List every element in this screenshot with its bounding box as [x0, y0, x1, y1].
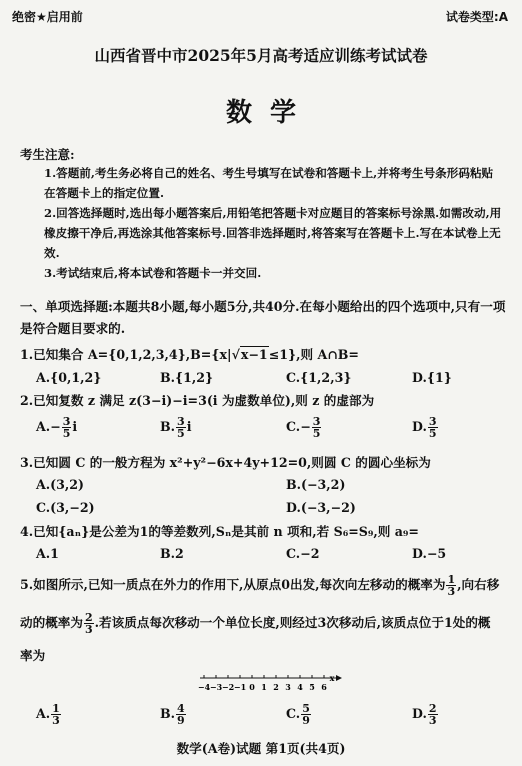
number-line-label: x	[329, 673, 335, 683]
q3-option-b: B.(−3,2)	[286, 477, 346, 492]
q5-option-b: B. $\frac{4}{9}$	[160, 702, 185, 727]
number-line-label: −3	[209, 682, 223, 692]
number-line-label: 1	[261, 682, 267, 692]
question-2-stem: 2.已知复数 z 满足 z(3−i)−i=3(i 为虚数单位),则 z 的虚部为	[20, 393, 375, 408]
q4-option-b: B.2	[160, 546, 184, 561]
subject-title: 数学	[225, 98, 314, 128]
q4-option-d: D.−5	[412, 546, 447, 561]
number-line-label: −1	[233, 682, 247, 692]
q1-option-a: A.{0,1,2}	[36, 370, 102, 385]
sqrt-symbol: √	[231, 347, 240, 362]
notice-item-3: 3.考试结束后,将本试卷和答题卡一并交回.	[44, 266, 262, 280]
q2-option-d: D. $\frac{3}{5}$	[412, 415, 437, 440]
question-5-line3: 率为	[20, 648, 46, 663]
number-line-arrow	[336, 675, 342, 681]
exam-title: 山西省晋中市2025年5月高考适应训练考试试卷	[94, 46, 428, 65]
notice-heading: 考生注意:	[20, 147, 75, 162]
paper-type-label: 试卷类型:A	[445, 10, 508, 24]
q5-option-c: C. $\frac{5}{9}$	[286, 702, 310, 727]
notice-item-2: 2.回答选择题时,选出每小题答案后,用铅笔把答题卡对应题目的答案标号涂黑.如需改动,用橡皮擦干净后,再选涂其他答案标号.回答非选择题时,将答案写在答题卡上.写在本试卷上无效.	[44, 206, 502, 260]
q1-option-b: B.{1,2}	[160, 370, 214, 385]
question-5-line2: 动的概率为 $\frac{2}{3}$ .若该质点每次移动一个单位长度,则经过3次移动后,该质点位于1处的概	[20, 611, 491, 636]
q3-option-d: D.(−3,−2)	[286, 500, 356, 515]
number-line-figure	[196, 670, 346, 698]
q5-option-a: A. $\frac{1}{3}$	[36, 702, 60, 727]
number-line-label: 5	[309, 682, 315, 692]
number-line-label: −4	[197, 682, 211, 692]
number-line-label: 6	[321, 682, 327, 692]
question-3-stem: 3.已知圆 C 的一般方程为 x²+y²−6x+4y+12=0,则圆 C 的圆心坐标为	[20, 455, 431, 470]
number-line-label: −2	[221, 682, 235, 692]
q1-stem-a: 1.已知集合 A={0,1,2,3,4},B={x|	[20, 347, 232, 362]
confidential-label: 绝密★启用前	[12, 10, 83, 24]
q5-option-d: D. $\frac{2}{3}$	[412, 702, 437, 727]
question-5-line1: 5.如图所示,已知一质点在外力的作用下,从原点0出发,每次向左移动的概率为 $\frac{1}{3}$ ,向右移	[20, 573, 500, 598]
q2-option-b: B. $\frac{3}{5}$ i	[160, 415, 192, 440]
q4-option-c: C.−2	[286, 546, 320, 561]
q2-option-a: A.− $\frac{3}{5}$ i	[36, 415, 78, 440]
q2-option-c: C.− $\frac{3}{5}$	[286, 415, 321, 440]
q1-sqrt-content: x−1	[240, 347, 268, 362]
q1-option-d: D.{1}	[412, 370, 452, 385]
number-line-label: 0	[249, 682, 255, 692]
q3-option-c: C.(3,−2)	[36, 500, 95, 515]
number-line-label: 2	[273, 682, 279, 692]
q3-option-a: A.(3,2)	[36, 477, 84, 492]
number-line-label: 3	[285, 682, 291, 692]
page-footer: 数学(A卷)试题 第1页(共4页)	[176, 741, 346, 756]
notice-item-1: 1.答题前,考生务必将自己的姓名、考生号填写在试卷和答题卡上,并将考生号条形码粘贴在答题卡上的指定位置.	[44, 166, 494, 200]
section-heading: 一、单项选择题:本题共8小题,每小题5分,共40分.在每小题给出的四个选项中,只有一项是符合题目要求的.	[20, 299, 506, 336]
q1-stem-b: ≤1},则 A∩B=	[268, 347, 359, 362]
question-4-stem: 4.已知{aₙ}是公差为1的等差数列,Sₙ是其前 n 项和,若 S₆=S₉,则 a₉=	[20, 524, 419, 539]
question-1-stem	[20, 345, 510, 365]
number-line-label: 4	[297, 682, 303, 692]
q4-option-a: A.1	[36, 546, 59, 561]
q1-option-c: C.{1,2,3}	[286, 370, 352, 385]
